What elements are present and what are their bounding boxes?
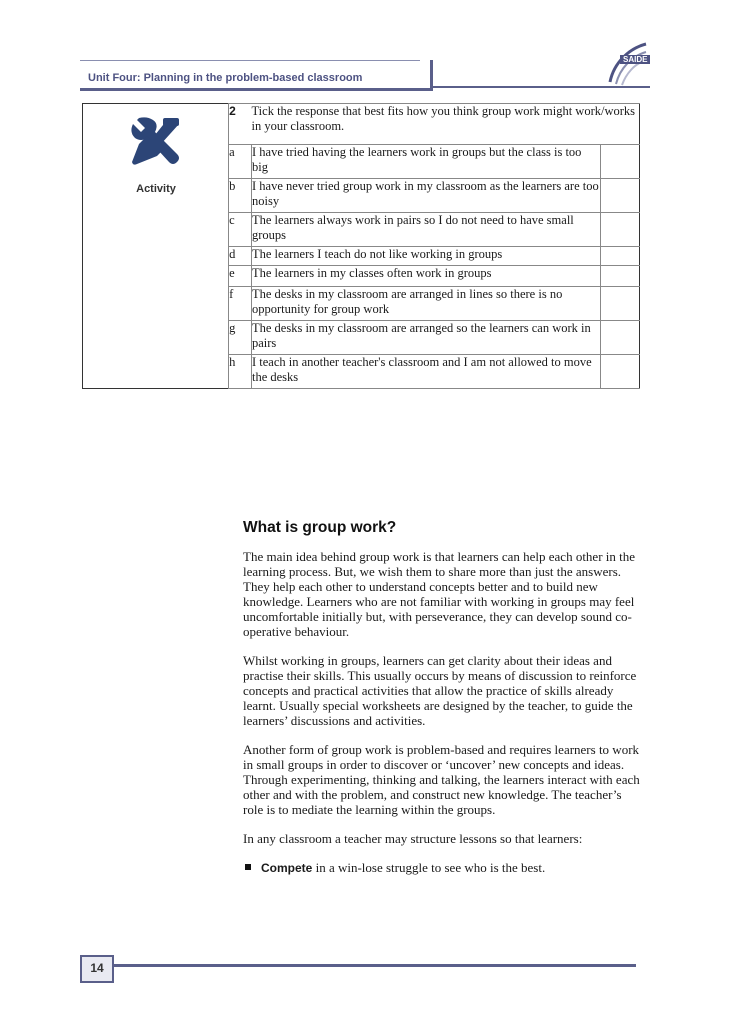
item-text: I have never tried group work in my classroom as the learners are too noisy <box>251 179 600 213</box>
tick-box[interactable] <box>601 247 640 266</box>
page-number: 14 <box>90 961 104 975</box>
header-rule <box>432 86 650 88</box>
activity-label: Activity <box>136 183 176 195</box>
item-text: The desks in my classroom are arranged so the learners can work in pairs <box>251 321 600 355</box>
tick-box[interactable] <box>601 145 640 179</box>
paragraph: Another form of group work is problem-based and requires learners to work in small groups in order to discover or ‘uncover’ new concepts and ideas. Through experimenting, thinking and talking, the learners interact with each other and with the problem, and construct new knowledge. The teacher’s role is to mediate the learning within the groups. <box>243 742 640 817</box>
paragraph: Whilst working in groups, learners can get clarity about their ideas and practise their skills. This usually occurs by means of discussion to reinforce concepts and practical activities that allow the practice of skills already learnt. Usually special worksheets are designed by the teacher, to guide the learners’ discussions and activities. <box>243 653 637 728</box>
bullet-text: in a win-lose struggle to see who is the best. <box>312 860 546 875</box>
item-letter: d <box>229 247 252 266</box>
tick-box[interactable] <box>601 266 640 287</box>
item-letter: f <box>229 287 252 321</box>
bullet-item <box>243 860 643 876</box>
item-text: The learners in my classes often work in groups <box>251 266 600 287</box>
section-heading: What is group work? <box>243 519 397 536</box>
item-text: The desks in my classroom are arranged in lines so there is no opportunity for group work <box>251 287 600 321</box>
tools-icon <box>127 116 183 168</box>
paragraph: The main idea behind group work is that learners can help each other in the learning process. But, we wish them to share more than just the answers. They help each other to understand concepts better and to build new knowledge. Learners who are not familiar with working in groups may feel uncomfortable initially but, with perseverance, they can develop sound co-operative behaviour. <box>243 549 636 639</box>
tick-box[interactable] <box>601 213 640 247</box>
item-text: The learners I teach do not like working in groups <box>251 247 600 266</box>
item-letter: g <box>229 321 252 355</box>
tick-box[interactable] <box>601 321 640 355</box>
section-content <box>243 520 643 876</box>
question-text: Tick the response that best fits how you think group work might work/works in your classroom. <box>251 104 639 145</box>
footer-rule <box>112 964 636 967</box>
header-title: Unit Four: Planning in the problem-based classroom <box>88 72 363 84</box>
item-text: I have tried having the learners work in groups but the class is too big <box>251 145 600 179</box>
tick-box[interactable] <box>601 179 640 213</box>
bullet-bold: Compete <box>261 861 313 875</box>
item-text: The learners always work in pairs so I do not need to have small groups <box>251 213 600 247</box>
question-row <box>83 104 640 145</box>
tick-box[interactable] <box>601 287 640 321</box>
item-letter: b <box>229 179 252 213</box>
activity-panel <box>83 104 229 389</box>
question-number: 2 <box>229 104 252 145</box>
activity-table <box>82 103 640 389</box>
item-letter: e <box>229 266 252 287</box>
item-text: I teach in another teacher's classroom and I am not allowed to move the desks <box>251 355 600 389</box>
logo-text: SAIDE <box>620 55 650 64</box>
page-number-box <box>80 955 114 983</box>
saide-logo <box>602 42 650 86</box>
item-letter: h <box>229 355 252 389</box>
item-letter: c <box>229 213 252 247</box>
item-letter: a <box>229 145 252 179</box>
bullet-square-icon <box>245 864 251 870</box>
tick-box[interactable] <box>601 355 640 389</box>
paragraph: In any classroom a teacher may structure lessons so that learners: <box>243 831 583 846</box>
